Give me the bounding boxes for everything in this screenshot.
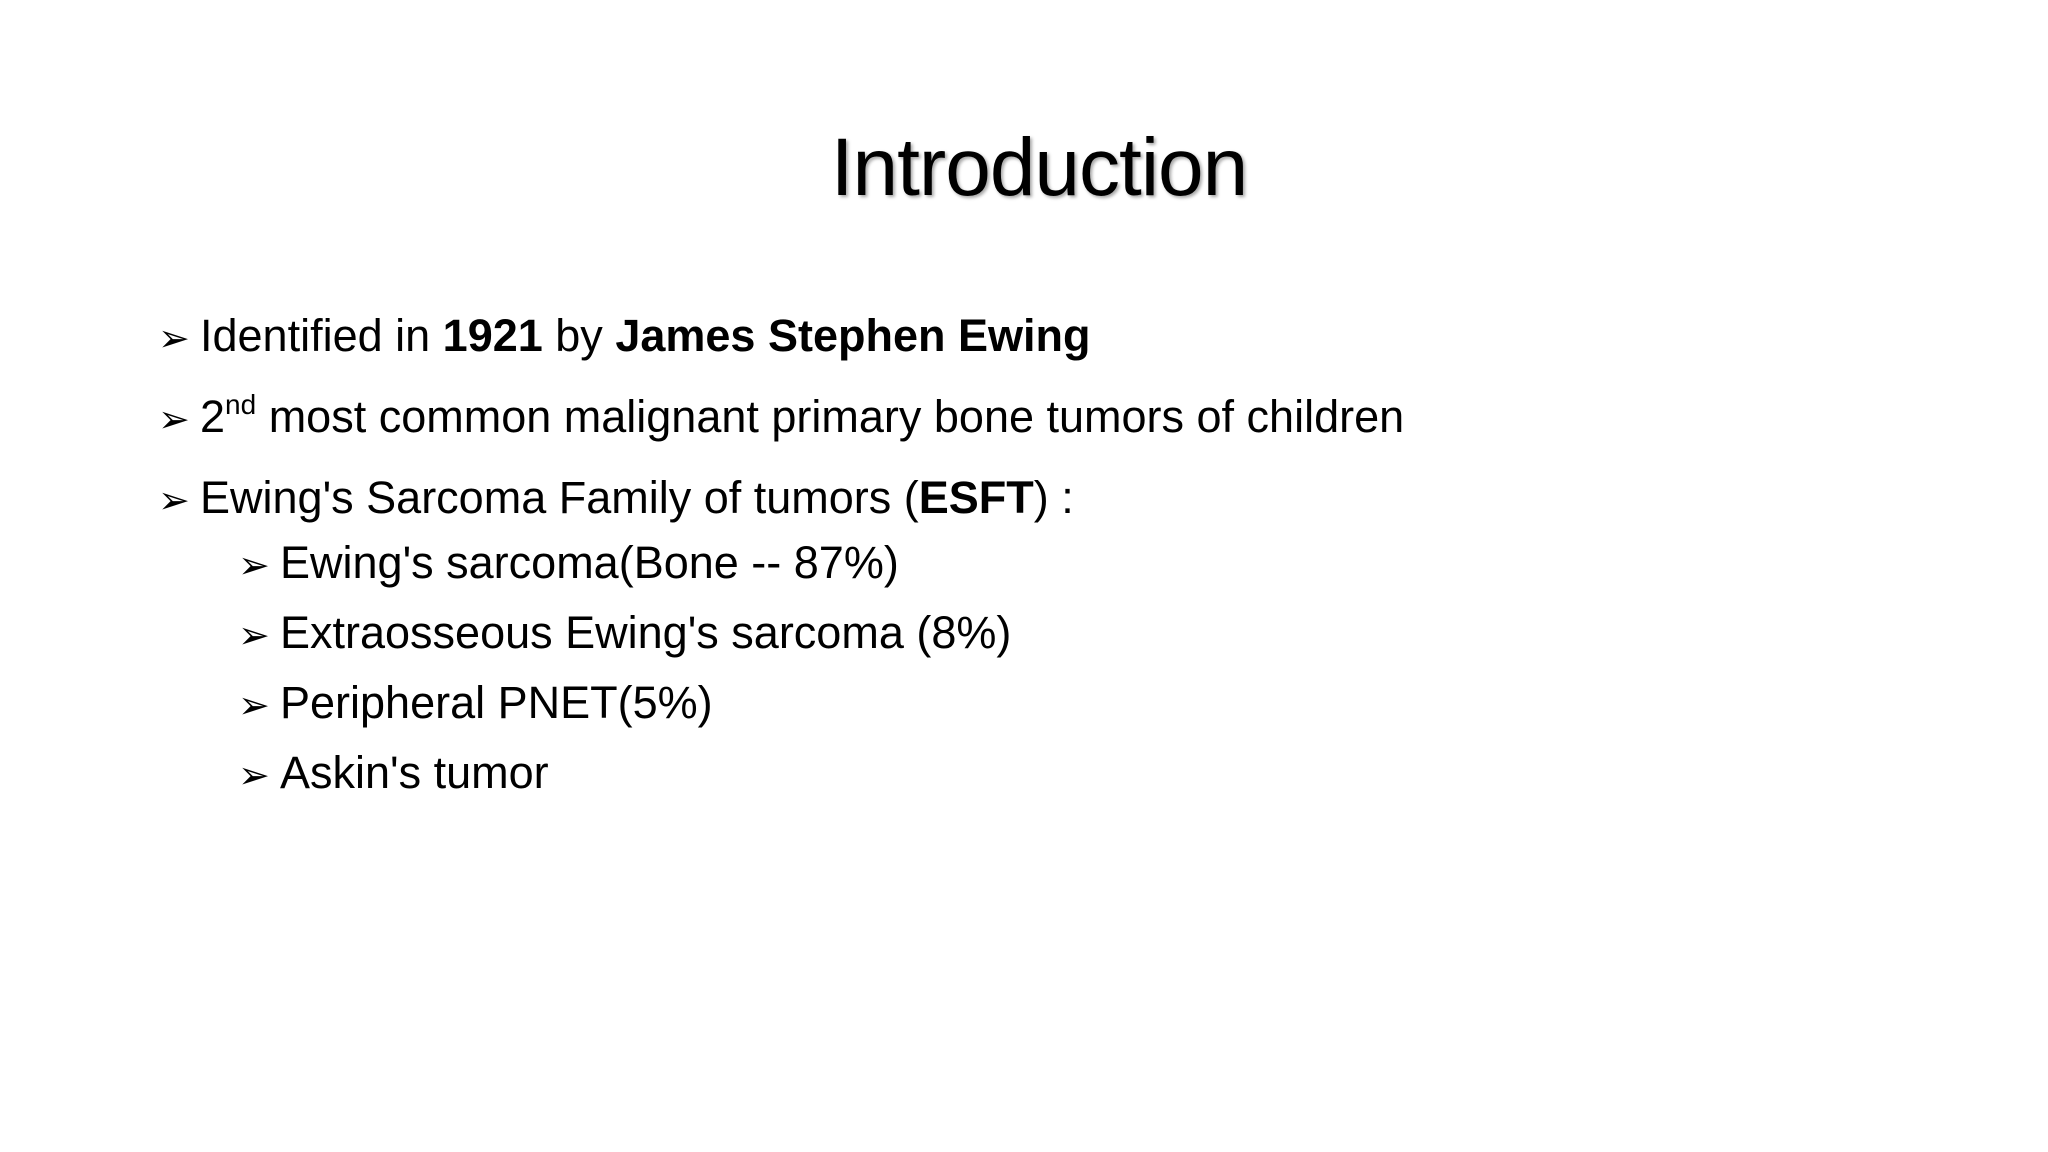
sub-bullet-text: Ewing's sarcoma(Bone -- 87%)	[280, 537, 899, 588]
bullet-text	[200, 470, 1074, 526]
bullet-identified	[158, 308, 1958, 367]
sub-bullet-extraosseous	[238, 605, 1958, 664]
bullet-text	[200, 389, 1404, 445]
bullet-text	[200, 308, 1090, 364]
bullet-abbreviation: ESFT	[918, 472, 1034, 523]
sub-bullet-text: Extraosseous Ewing's sarcoma (8%)	[280, 607, 1012, 658]
arrow-bullet-icon: ➢	[158, 318, 190, 360]
arrow-bullet-icon: ➢	[238, 615, 270, 657]
bullet-year: 1921	[442, 310, 543, 361]
bullet-text-pre: Ewing's Sarcoma Family of tumors (	[200, 472, 919, 523]
arrow-bullet-icon: ➢	[158, 480, 190, 522]
bullet-text-rest: most common malignant primary bone tumors of children	[256, 391, 1405, 442]
sub-bullet-text: Askin's tumor	[280, 747, 549, 798]
bullet-text-pre: Identified in	[200, 310, 443, 361]
bullet-ordinal-number: 2	[200, 391, 226, 442]
bullet-list	[158, 308, 1958, 815]
bullet-person-name: James Stephen Ewing	[615, 310, 1091, 361]
bullet-ordinal-suffix: nd	[225, 389, 257, 420]
bullet-text-post: ) :	[1033, 472, 1074, 523]
arrow-bullet-icon: ➢	[238, 545, 270, 587]
sub-bullet-askin	[238, 745, 1958, 804]
slide-title: Introduction	[830, 122, 1248, 213]
bullet-text-mid: by	[542, 310, 616, 361]
bullet-esft	[158, 470, 1958, 529]
arrow-bullet-icon: ➢	[158, 399, 190, 441]
sub-bullet-ewing-sarcoma	[238, 535, 1958, 594]
sub-bullet-pnet	[238, 675, 1958, 734]
arrow-bullet-icon: ➢	[238, 755, 270, 797]
bullet-second-most-common	[158, 389, 1958, 448]
arrow-bullet-icon: ➢	[238, 685, 270, 727]
sub-bullet-text: Peripheral PNET(5%)	[280, 677, 713, 728]
